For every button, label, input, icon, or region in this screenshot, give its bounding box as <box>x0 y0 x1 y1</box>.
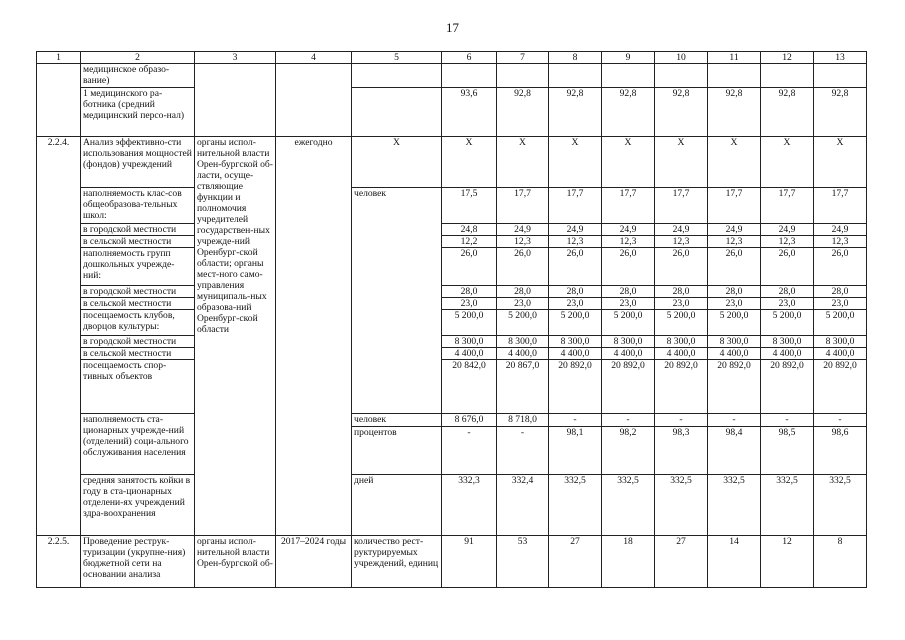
header-cell: 7 <box>497 52 549 64</box>
value-cell: 332,3 <box>442 475 497 536</box>
value-cell: 12,3 <box>708 236 761 248</box>
value-cell <box>708 64 761 88</box>
value-cell: 17,7 <box>761 188 814 224</box>
value-cell: - <box>549 414 602 427</box>
table-row <box>37 236 867 248</box>
value-cell: 5 200,0 <box>549 310 602 336</box>
indicator-name: в сельской местности <box>81 348 195 360</box>
value-cell: 332,4 <box>497 475 549 536</box>
value-cell: 332,5 <box>602 475 655 536</box>
value-cell: 23,0 <box>442 298 497 310</box>
value-cell: 4 400,0 <box>442 348 497 360</box>
value-cell: - <box>497 427 549 475</box>
value-cell: Х <box>442 137 497 188</box>
indicator-name: Анализ эффективно-сти использования мощностей (фондов) учреждений <box>81 137 195 188</box>
value-cell: 93,6 <box>442 88 497 137</box>
value-cell: 23,0 <box>708 298 761 310</box>
value-cell: 98,6 <box>814 427 867 475</box>
value-cell: 23,0 <box>655 298 708 310</box>
value-cell: 92,8 <box>761 88 814 137</box>
value-cell <box>655 64 708 88</box>
value-cell: 4 400,0 <box>761 348 814 360</box>
value-cell: 8 300,0 <box>497 336 549 348</box>
value-cell: 27 <box>549 536 602 588</box>
indicator-name: в сельской местности <box>81 298 195 310</box>
value-cell: - <box>761 414 814 427</box>
value-cell: 8 300,0 <box>655 336 708 348</box>
header-cell: 12 <box>761 52 814 64</box>
value-cell: 17,7 <box>549 188 602 224</box>
header-cell: 1 <box>37 52 81 64</box>
value-cell: 53 <box>497 536 549 588</box>
value-cell: 17,7 <box>708 188 761 224</box>
value-cell: 8 300,0 <box>442 336 497 348</box>
value-cell: 8 300,0 <box>549 336 602 348</box>
value-cell: 5 200,0 <box>814 310 867 336</box>
indicator-name: наполняемость ста-ционарных учрежде-ний (отделений) соци-ального обслуживания населения <box>81 414 195 475</box>
value-cell: 12,3 <box>655 236 708 248</box>
unit-cell: дней <box>352 475 442 536</box>
value-cell: 23,0 <box>602 298 655 310</box>
value-cell: 8 <box>814 536 867 588</box>
value-cell: 12,3 <box>761 236 814 248</box>
period-cell: 2017–2024 годы <box>276 536 352 588</box>
table-row <box>37 360 867 414</box>
value-cell: 12 <box>761 536 814 588</box>
value-cell: 98,5 <box>761 427 814 475</box>
value-cell: 28,0 <box>761 286 814 298</box>
value-cell: 332,5 <box>655 475 708 536</box>
page-number: 17 <box>446 20 459 35</box>
value-cell: 17,7 <box>814 188 867 224</box>
indicator-name: в городской местности <box>81 336 195 348</box>
indicators-table <box>36 51 867 588</box>
value-cell: - <box>602 414 655 427</box>
header-cell: 5 <box>352 52 442 64</box>
value-cell: 98,4 <box>708 427 761 475</box>
value-cell: 24,9 <box>602 224 655 236</box>
period-cell: ежегодно <box>276 137 352 536</box>
header-cell: 3 <box>195 52 276 64</box>
header-cell: 4 <box>276 52 352 64</box>
indicator-name: 1 медицинского ра-ботника (средний медицинский персо-нал) <box>81 88 195 137</box>
value-cell: 24,9 <box>708 224 761 236</box>
value-cell: Х <box>549 137 602 188</box>
value-cell: 4 400,0 <box>814 348 867 360</box>
header-cell: 6 <box>442 52 497 64</box>
table-row <box>37 224 867 236</box>
table-row <box>37 286 867 298</box>
value-cell: Х <box>814 137 867 188</box>
table-row <box>37 64 867 88</box>
section-number: 2.2.5. <box>37 536 81 588</box>
value-cell: 5 200,0 <box>442 310 497 336</box>
value-cell: Х <box>497 137 549 188</box>
value-cell: 28,0 <box>655 286 708 298</box>
header-cell: 2 <box>81 52 195 64</box>
value-cell: 8 300,0 <box>708 336 761 348</box>
indicator-name: в сельской местности <box>81 236 195 248</box>
value-cell: - <box>814 414 867 427</box>
indicator-name: средняя занятость койки в году в ста-ционарных отделени-ях учреждений здра-воохранения <box>81 475 195 536</box>
header-cell: 8 <box>549 52 602 64</box>
value-cell: 20 892,0 <box>814 360 867 414</box>
table-row <box>37 536 867 588</box>
unit-cell <box>352 64 442 88</box>
period-cell <box>276 64 352 137</box>
value-cell: 28,0 <box>814 286 867 298</box>
value-cell: 28,0 <box>708 286 761 298</box>
table-row <box>37 310 867 336</box>
indicator-name: наполняемость клас-сов общеобразова-тельных школ: <box>81 188 195 224</box>
value-cell: 23,0 <box>761 298 814 310</box>
value-cell: 18 <box>602 536 655 588</box>
header-cell: 10 <box>655 52 708 64</box>
value-cell: 20 892,0 <box>602 360 655 414</box>
indicator-name: посещаемость клубов, дворцов культуры: <box>81 310 195 336</box>
value-cell: 4 400,0 <box>602 348 655 360</box>
value-cell: 8 300,0 <box>814 336 867 348</box>
value-cell: Х <box>602 137 655 188</box>
header-cell: 11 <box>708 52 761 64</box>
header-cell: 13 <box>814 52 867 64</box>
value-cell: 20 892,0 <box>708 360 761 414</box>
value-cell: 92,8 <box>549 88 602 137</box>
value-cell: 5 200,0 <box>761 310 814 336</box>
table-row <box>37 298 867 310</box>
value-cell: 4 400,0 <box>497 348 549 360</box>
value-cell: 26,0 <box>442 248 497 286</box>
value-cell: 12,3 <box>602 236 655 248</box>
value-cell <box>497 64 549 88</box>
executor-cell <box>195 64 276 137</box>
value-cell: - <box>708 414 761 427</box>
value-cell: 24,8 <box>442 224 497 236</box>
value-cell: 28,0 <box>497 286 549 298</box>
value-cell: 14 <box>708 536 761 588</box>
header-cell: 9 <box>602 52 655 64</box>
value-cell: 24,9 <box>655 224 708 236</box>
value-cell: 5 200,0 <box>708 310 761 336</box>
value-cell: 98,2 <box>602 427 655 475</box>
value-cell: 23,0 <box>549 298 602 310</box>
value-cell: 24,9 <box>814 224 867 236</box>
num-cell <box>37 64 81 137</box>
value-cell: Х <box>761 137 814 188</box>
value-cell: 5 200,0 <box>602 310 655 336</box>
value-cell: 17,5 <box>442 188 497 224</box>
indicator-name: в городской местности <box>81 224 195 236</box>
value-cell <box>814 64 867 88</box>
value-cell: 92,8 <box>602 88 655 137</box>
value-cell: 24,9 <box>497 224 549 236</box>
value-cell: 20 892,0 <box>549 360 602 414</box>
value-cell: 332,5 <box>814 475 867 536</box>
unit-cell: человек <box>352 188 442 414</box>
value-cell <box>602 64 655 88</box>
section-number: 2.2.4. <box>37 137 81 536</box>
table-row <box>37 88 867 137</box>
value-cell <box>549 64 602 88</box>
executor-cell: органы испол-нительной власти Орен-бургской об-ласти, осуще-ствляющие функции и полномочия учредителей государствен-ных учрежде-ний Оренбург-ской области; органы мест-ного само-управления муниципаль-ных образова-ний Оренбург-ской области <box>195 137 276 536</box>
value-cell: - <box>655 414 708 427</box>
value-cell: 92,8 <box>655 88 708 137</box>
value-cell: 28,0 <box>549 286 602 298</box>
indicator-name: медицинское образо-вание) <box>81 64 195 88</box>
value-cell: 12,3 <box>549 236 602 248</box>
value-cell: 17,7 <box>602 188 655 224</box>
value-cell: 23,0 <box>497 298 549 310</box>
value-cell: 332,5 <box>708 475 761 536</box>
value-cell: 8 300,0 <box>761 336 814 348</box>
value-cell: 12,3 <box>497 236 549 248</box>
unit-cell: процентов <box>352 427 442 475</box>
value-cell: 4 400,0 <box>708 348 761 360</box>
value-cell: 26,0 <box>814 248 867 286</box>
value-cell: 20 867,0 <box>497 360 549 414</box>
value-cell: 26,0 <box>549 248 602 286</box>
value-cell: 92,8 <box>497 88 549 137</box>
table-row <box>37 336 867 348</box>
value-cell: 27 <box>655 536 708 588</box>
value-cell: 5 200,0 <box>655 310 708 336</box>
table-row <box>37 414 867 427</box>
value-cell: - <box>442 427 497 475</box>
value-cell: 24,9 <box>549 224 602 236</box>
value-cell: 20 892,0 <box>655 360 708 414</box>
value-cell: 28,0 <box>442 286 497 298</box>
value-cell: 26,0 <box>602 248 655 286</box>
indicator-name: в городской местности <box>81 286 195 298</box>
unit-cell <box>352 88 442 137</box>
value-cell: Х <box>708 137 761 188</box>
value-cell: 26,0 <box>497 248 549 286</box>
table-row <box>37 137 867 188</box>
value-cell: 24,9 <box>761 224 814 236</box>
value-cell: 5 200,0 <box>497 310 549 336</box>
value-cell: 23,0 <box>814 298 867 310</box>
value-cell: 92,8 <box>708 88 761 137</box>
value-cell: 17,7 <box>497 188 549 224</box>
table-row <box>37 188 867 224</box>
table-row <box>37 348 867 360</box>
value-cell: 98,3 <box>655 427 708 475</box>
indicator-name: посещаемость спор-тивных объектов <box>81 360 195 414</box>
header-row <box>37 52 867 64</box>
unit-cell: Х <box>352 137 442 188</box>
table-row <box>37 248 867 286</box>
indicator-name: наполняемость групп дошкольных учрежде-ний: <box>81 248 195 286</box>
value-cell: Х <box>655 137 708 188</box>
unit-cell: количество рест-руктурируемых учреждений, единиц <box>352 536 442 588</box>
value-cell: 332,5 <box>549 475 602 536</box>
value-cell: 4 400,0 <box>655 348 708 360</box>
value-cell: 26,0 <box>655 248 708 286</box>
value-cell: 91 <box>442 536 497 588</box>
value-cell: 20 842,0 <box>442 360 497 414</box>
value-cell: 26,0 <box>708 248 761 286</box>
indicator-name: Проведение реструк-туризации (укрупне-ния) бюджетной сети на основании анализа <box>81 536 195 588</box>
executor-cell: органы испол-нительной власти Орен-бургской об- <box>195 536 276 588</box>
value-cell: 26,0 <box>761 248 814 286</box>
value-cell: 92,8 <box>814 88 867 137</box>
value-cell: 12,3 <box>814 236 867 248</box>
value-cell <box>761 64 814 88</box>
table-row <box>37 475 867 536</box>
value-cell: 332,5 <box>761 475 814 536</box>
value-cell: 98,1 <box>549 427 602 475</box>
value-cell: 28,0 <box>602 286 655 298</box>
value-cell: 20 892,0 <box>761 360 814 414</box>
value-cell: 17,7 <box>655 188 708 224</box>
value-cell: 4 400,0 <box>549 348 602 360</box>
value-cell: 8 300,0 <box>602 336 655 348</box>
unit-cell: человек <box>352 414 442 427</box>
value-cell: 8 718,0 <box>497 414 549 427</box>
value-cell: 12,2 <box>442 236 497 248</box>
value-cell: 8 676,0 <box>442 414 497 427</box>
value-cell <box>442 64 497 88</box>
